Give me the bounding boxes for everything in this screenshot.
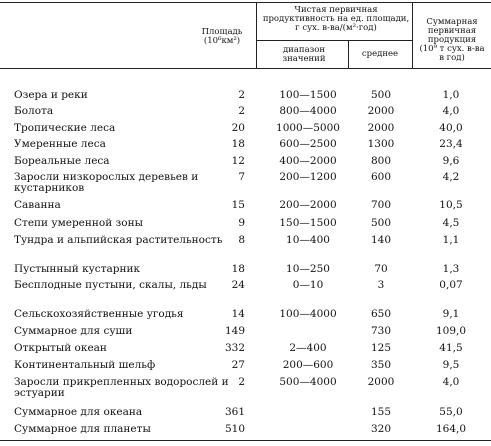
- row-name: Степи умеренной зоны: [14, 217, 143, 229]
- row-area: 18: [231, 263, 245, 275]
- row-total: 9,6: [442, 155, 460, 167]
- row-total: 23,4: [439, 138, 463, 150]
- row-average: 2000: [367, 376, 395, 388]
- row-range: 200—1200: [279, 171, 337, 183]
- row-area: 2: [238, 105, 245, 117]
- row-average: 700: [370, 199, 392, 211]
- row-name: Суммарное для суши: [14, 325, 133, 337]
- header-area: Площадь (10⁶км²): [201, 27, 243, 46]
- row-total: 9,1: [442, 308, 460, 320]
- row-name: Суммарное для океана: [14, 406, 143, 418]
- row-range: 1000—5000: [276, 122, 340, 134]
- row-total: 0,07: [439, 279, 463, 291]
- row-area: 149: [224, 325, 245, 337]
- table-bottom-rule: [0, 440, 491, 441]
- row-range: 100—1500: [279, 89, 337, 101]
- row-name: Сельскохозяйственные угодья: [14, 308, 184, 320]
- row-area: 27: [231, 359, 245, 371]
- header-bottom-rule: [0, 68, 491, 69]
- row-area: 361: [224, 406, 245, 418]
- row-total: 10,5: [439, 199, 463, 211]
- row-name: Тропические леса: [14, 122, 116, 134]
- row-name: Континентальный шельф: [14, 359, 156, 371]
- row-area: 20: [231, 122, 245, 134]
- row-total: 4,5: [442, 217, 460, 229]
- row-range: 800—4000: [279, 105, 337, 117]
- row-area: 510: [224, 423, 245, 435]
- row-range: 0—10: [292, 279, 324, 291]
- row-average: 320: [370, 423, 392, 435]
- row-total: 1,0: [442, 89, 460, 101]
- row-range: 100—4000: [279, 308, 337, 320]
- header-divider-3: [412, 2, 413, 68]
- row-range: 10—250: [286, 263, 330, 275]
- row-average: 2000: [367, 105, 395, 117]
- row-area: 9: [238, 217, 245, 229]
- row-total: 4,2: [442, 171, 460, 183]
- row-name: Пустынный кустарник: [14, 263, 141, 275]
- row-range: 500—4000: [279, 376, 337, 388]
- row-name: Заросли прикрепленных водорослей и эстуарии: [14, 376, 229, 399]
- row-area: 8: [238, 234, 245, 246]
- row-name: Озера и реки: [14, 89, 88, 101]
- row-area: 24: [231, 279, 245, 291]
- row-total: 1,3: [442, 263, 460, 275]
- row-average: 600: [370, 171, 392, 183]
- row-average: 500: [370, 217, 392, 229]
- header-subgroup-rule: [256, 40, 412, 41]
- row-range: 200—600: [282, 359, 334, 371]
- row-range: 2—400: [289, 342, 327, 354]
- row-range: 10—400: [286, 234, 330, 246]
- row-average: 800: [370, 155, 392, 167]
- row-total: 1,1: [442, 234, 460, 246]
- row-name: Тундра и альпийская растительность: [14, 234, 223, 246]
- row-range: 200—2000: [279, 199, 337, 211]
- header-divider-2: [348, 40, 349, 68]
- row-average: 650: [370, 308, 392, 320]
- row-average: 2000: [367, 122, 395, 134]
- header-total: Суммарная первичная продукция (10⁹ т сух. в-ва в год): [419, 17, 485, 63]
- row-average: 1300: [367, 138, 395, 150]
- row-area: 332: [224, 342, 245, 354]
- row-average: 500: [370, 89, 392, 101]
- header-range: диапазон значений: [282, 45, 326, 64]
- row-average: 3: [377, 279, 385, 291]
- row-name: Бореальные леса: [14, 155, 110, 167]
- row-area: 7: [238, 171, 245, 183]
- row-total: 109,0: [435, 325, 467, 337]
- row-total: 55,0: [439, 406, 463, 418]
- row-average: 155: [370, 406, 392, 418]
- row-total: 41,5: [439, 342, 463, 354]
- row-name: Суммарное для планеты: [14, 423, 151, 435]
- row-total: 4,0: [442, 376, 460, 388]
- row-average: 730: [370, 325, 392, 337]
- row-total: 40,0: [439, 122, 463, 134]
- row-name: Заросли низкорослых деревьев и кустарников: [14, 171, 199, 194]
- row-total: 164,0: [435, 423, 467, 435]
- row-range: 150—1500: [279, 217, 337, 229]
- row-name: Бесплодные пустыни, скалы, льды: [14, 279, 207, 291]
- row-total: 9,5: [442, 359, 460, 371]
- row-area: 18: [231, 138, 245, 150]
- row-average: 125: [370, 342, 392, 354]
- row-area: 12: [231, 155, 245, 167]
- row-total: 4,0: [442, 105, 460, 117]
- table-top-rule: [0, 2, 491, 3]
- row-average: 140: [370, 234, 392, 246]
- row-name: Болота: [14, 105, 54, 117]
- header-divider-1: [256, 2, 257, 68]
- row-name: Умеренные леса: [14, 138, 106, 150]
- header-productivity-group: Чистая первичная продуктивность на ед. площади, г сух. в-ва/(м²·год): [262, 5, 410, 33]
- header-average: среднее: [361, 49, 399, 59]
- row-name: Саванна: [14, 199, 61, 211]
- row-range: 400—2000: [279, 155, 337, 167]
- row-average: 350: [370, 359, 392, 371]
- row-area: 2: [238, 376, 245, 388]
- row-name: Открытый океан: [14, 342, 107, 354]
- row-area: 2: [238, 89, 245, 101]
- row-area: 15: [231, 199, 245, 211]
- row-average: 70: [374, 263, 388, 275]
- row-range: 600—2500: [279, 138, 337, 150]
- row-area: 14: [231, 308, 245, 320]
